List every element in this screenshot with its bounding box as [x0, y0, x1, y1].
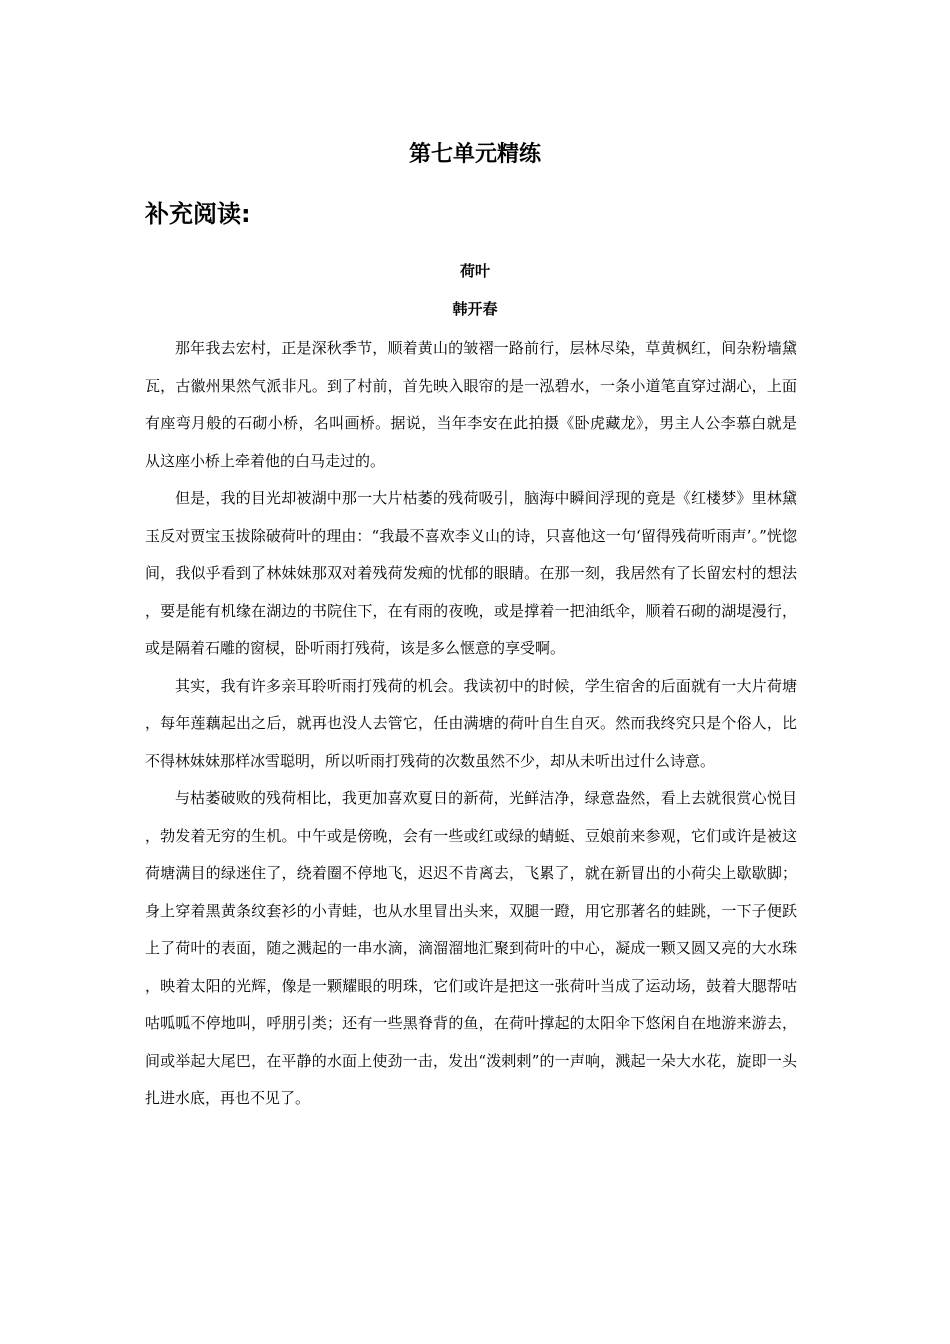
- paragraph-4: 与枯萎破败的残荷相比，我更加喜欢夏日的新荷，光鲜洁净，绿意盎然，看上去就很赏心悦目，勃发着无穷的生机。中午或是傍晚，会有一些或红或绿的蜻蜓、豆娘前来参观，它们或许是被这荷塘满目的绿迷住了，绕着圈不停地飞，迟迟不肯离去，飞累了，就在新冒出的小荷尖上歇歇脚；身上穿着黑黄条纹套衫的小青蛙，也从水里冒出头来，双腿一蹬，用它那著名的蛙跳，一下子便跃上了荷叶的表面，随之溅起的一串水滴，滴溜溜地汇聚到荷叶的中心，凝成一颗又圆又亮的大水珠，映着太阳的光辉，像是一颗耀眼的明珠，它们或许是把这一张荷叶当成了运动场，鼓着大腮帮咕咕呱呱不停地叫，呼朋引类；还有一些黑脊背的鱼，在荷叶撑起的太阳伞下悠闲自在地游来游去，间或举起大尾巴，在平静的水面上使劲一击，发出“泼剌剌”的一声响，溅起一朵大水花，旋即一头扎进水底，再也不见了。: [145, 789, 797, 1107]
- paragraph-1: 那年我去宏村，正是深秋季节，顺着黄山的皱褶一路前行，层林尽染，草黄枫红，间杂粉墙黛瓦，古徽州果然气派非凡。到了村前，首先映入眼帘的是一泓碧水，一条小道笔直穿过湖心，上面有座弯月般的石砌小桥，名叫画桥。据说，当年李安在此拍摄《卧虎藏龙》，男主人公李慕白就是从这座小桥上牵着他的白马走过的。: [145, 339, 797, 470]
- article-title: 荷叶: [459, 262, 490, 280]
- article-author: 韩开春: [452, 300, 498, 318]
- paragraph-2: 但是，我的目光却被湖中那一大片枯萎的残荷吸引，脑海中瞬间浮现的竟是《红楼梦》里林黛玉反对贾宝玉拔除破荷叶的理由：“我最不喜欢李义山的诗，只喜他这一句‘留得残荷听雨声’。”恍惚间，我似乎看到了林妹妹那双对着残荷发痴的忧郁的眼睛。在那一刻，我居然有了长留宏村的想法，要是能有机缘在湖边的书院住下，在有雨的夜晚，或是撑着一把油纸伞，顺着石砌的湖堤漫行，或是隔着石雕的窗棂，卧听雨打残荷，该是多么惬意的享受啊。: [145, 489, 797, 657]
- unit-title: 第七单元精练: [408, 141, 541, 167]
- paragraph-3: 其实，我有许多亲耳聆听雨打残荷的机会。我读初中的时候，学生宿舍的后面就有一大片荷塘，每年莲藕起出之后，就再也没人去管它，任由满塘的荷叶自生自灭。然而我终究只是个俗人，比不得林妹妹那样冰雪聪明，所以听雨打残荷的次数虽然不少，却从未听出过什么诗意。: [145, 676, 797, 770]
- section-heading: 补充阅读:: [145, 200, 251, 228]
- article-body: [145, 330, 797, 1118]
